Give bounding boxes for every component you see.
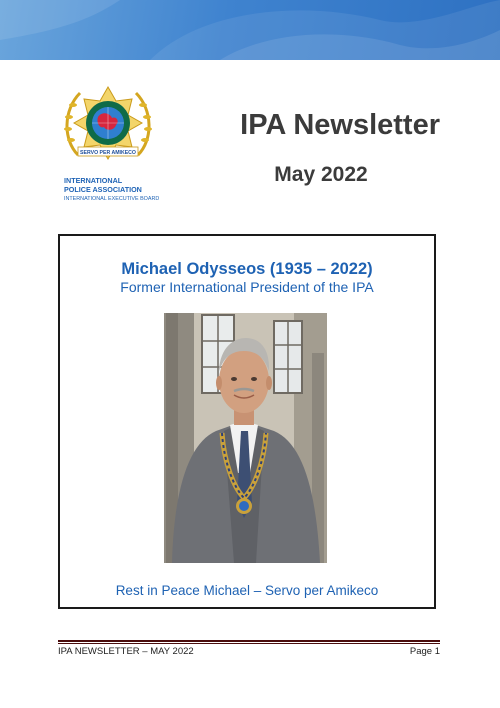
- obituary-subtitle: Former International President of the IPA: [120, 279, 374, 295]
- obituary-caption: Rest in Peace Michael – Servo per Amikeco: [115, 583, 379, 598]
- logo-motto: SERVO PER AMIKECO: [80, 150, 136, 156]
- footer-publication: IPA NEWSLETTER – MAY 2022: [58, 646, 194, 657]
- org-line2: POLICE ASSOCIATION: [64, 185, 142, 194]
- obituary-frame: [58, 234, 436, 609]
- footer-page-number: Page 1: [409, 646, 440, 657]
- portrait-photo: [164, 313, 327, 563]
- obituary-name: Michael Odysseos (1935 – 2022): [121, 260, 373, 278]
- newsletter-date: May 2022: [274, 163, 368, 186]
- newsletter-title: IPA Newsletter: [240, 109, 440, 141]
- footer-rule: [58, 640, 440, 642]
- organization-name: [64, 176, 159, 205]
- org-line3: INTERNATIONAL EXECUTIVE BOARD: [64, 196, 160, 202]
- header-banner: [0, 0, 500, 60]
- footer-rule-thin: [58, 643, 440, 644]
- ipa-logo: [58, 85, 158, 170]
- org-line1: INTERNATIONAL: [64, 176, 123, 185]
